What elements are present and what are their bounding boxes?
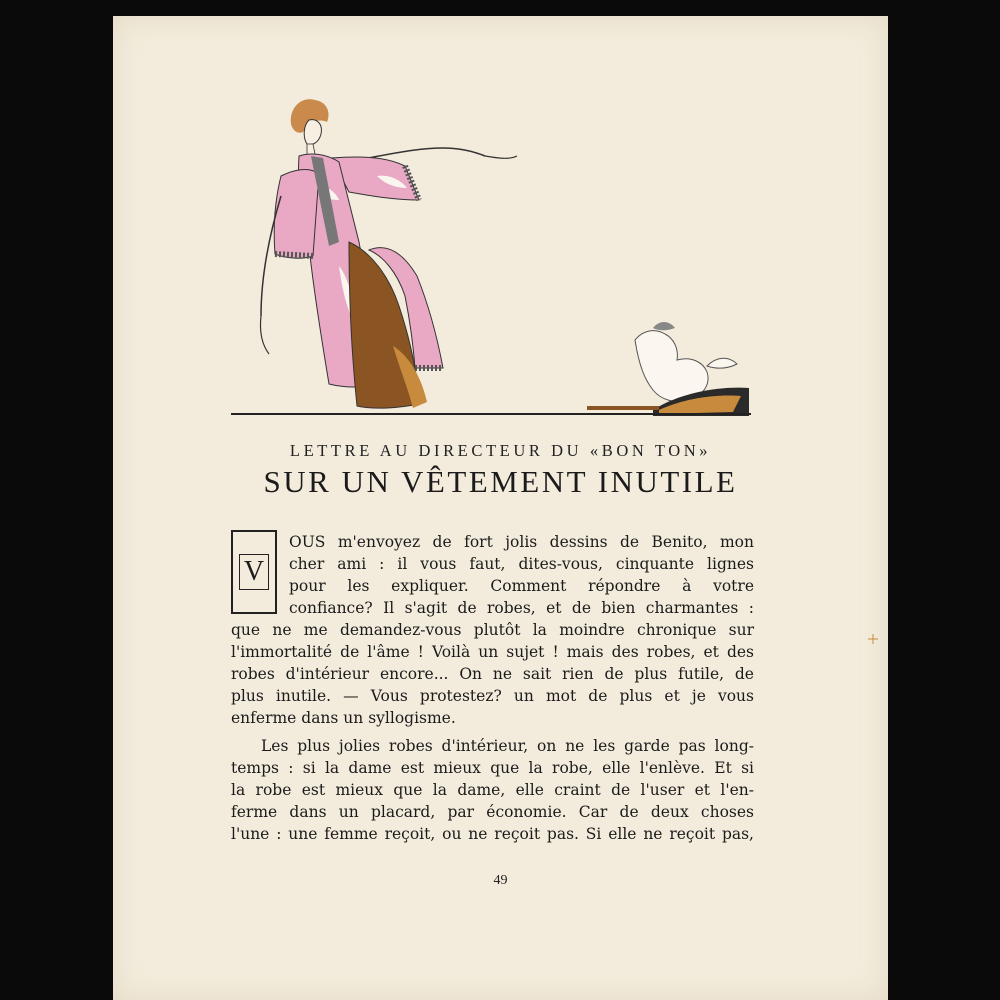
drop-cap-letter: V: [239, 554, 269, 590]
registration-mark: [868, 634, 878, 644]
text-line: OUS m'envoyez de fort jolis dessins de Benito, mon: [289, 533, 754, 551]
text-line: ferme dans un placard, par économie. Car de deux choses: [231, 803, 754, 821]
text-line: l'une : une femme reçoit, ou ne reçoit pas. Si elle ne reçoit pas,: [231, 825, 754, 843]
text-line: enferme dans un syllogisme.: [231, 709, 456, 727]
text-line: Les plus jolies robes d'intérieur, on ne les garde pas long-: [261, 737, 754, 755]
book-page: [113, 16, 888, 1000]
article-title: SUR UN VÊTEMENT INUTILE: [263, 464, 738, 499]
article-subtitle: LETTRE AU DIRECTEUR DU «BON TON»: [289, 441, 712, 460]
drop-cap-frame: [231, 530, 277, 614]
page-number: 49: [493, 873, 508, 888]
text-line: plus inutile. — Vous protestez? un mot de plus et je vous: [231, 687, 754, 705]
ground-line: [231, 413, 751, 415]
text-line: pour les expliquer. Comment répondre à votre: [289, 577, 754, 595]
text-line: que ne me demandez-vous plutôt la moindre chronique sur: [231, 621, 754, 639]
text-line: cher ami : il vous faut, dites-vous, cinquante lignes: [289, 555, 754, 573]
fashion-illustration: [113, 16, 888, 436]
text-line: l'immortalité de l'âme ! Voilà un sujet ! mais des robes, et des: [231, 643, 754, 661]
text-line: confiance? Il s'agit de robes, et de bien charmantes :: [289, 599, 754, 617]
text-line: robes d'intérieur encore... On ne sait rien de plus futile, de: [231, 665, 754, 683]
text-line: temps : si la dame est mieux que la robe, elle l'enlève. Et si: [231, 759, 754, 777]
text-line: la robe est mieux que la dame, elle craint de l'user et l'en-: [231, 781, 754, 799]
